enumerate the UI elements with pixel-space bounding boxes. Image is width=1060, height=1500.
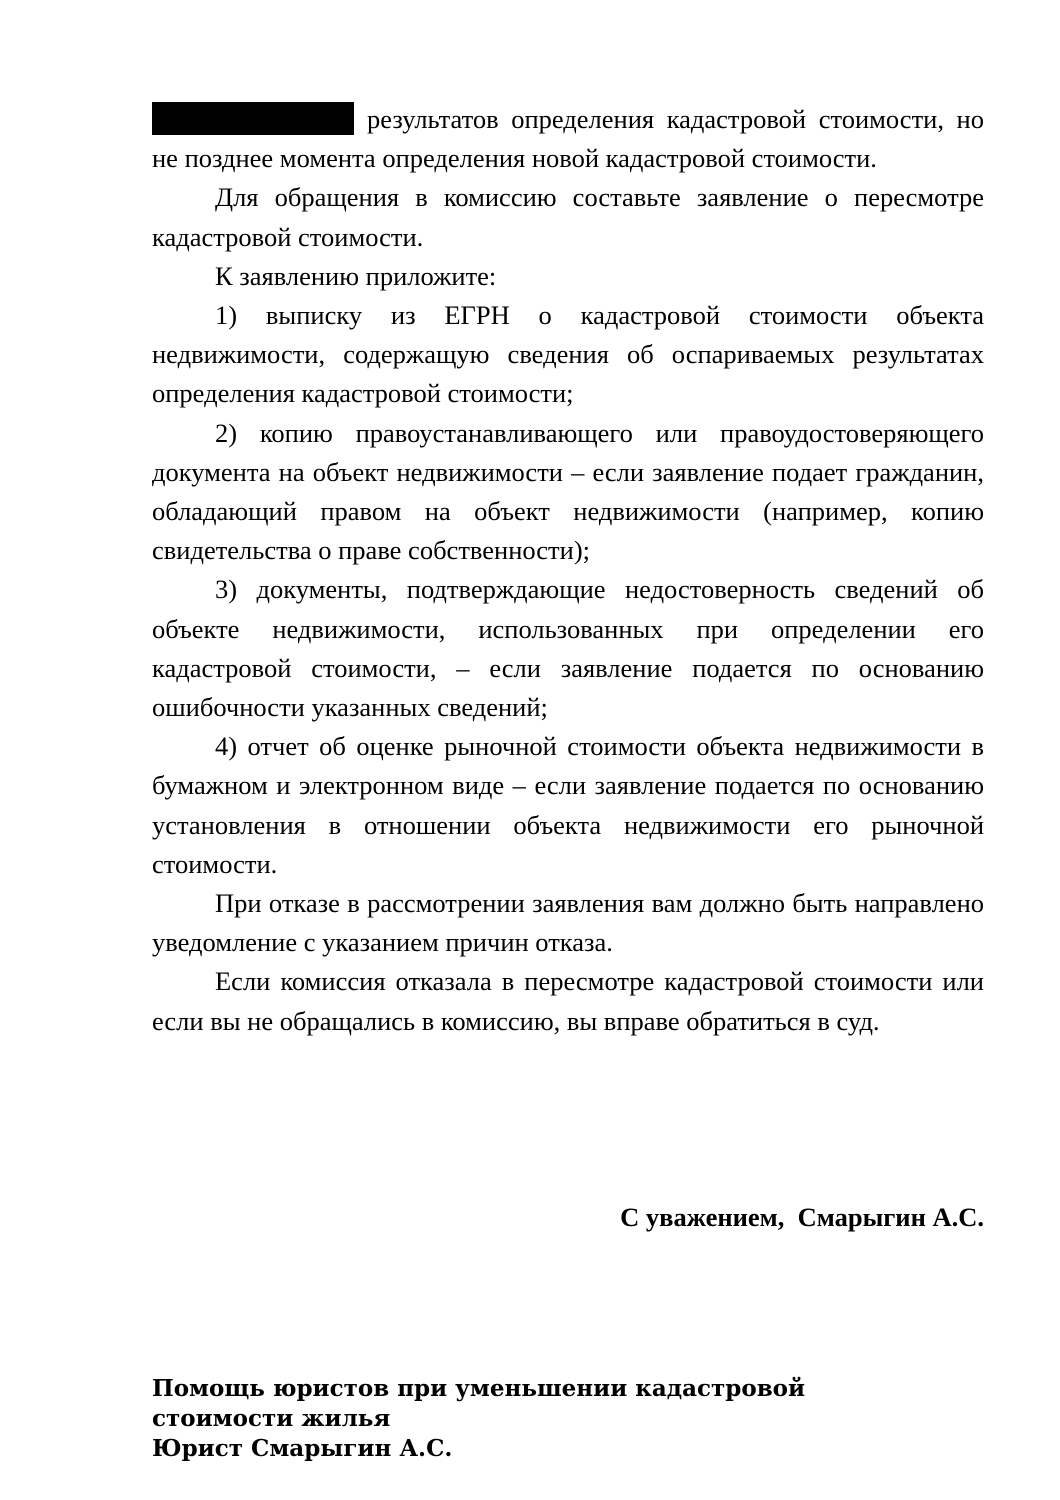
- footer-block: [152, 1374, 952, 1464]
- footer-line: стоимости жилья: [152, 1405, 391, 1432]
- continued-paragraph-text: результатов определения кадастровой стоимости, но не позднее момента определения новой кадастровой стоимости.: [152, 104, 984, 174]
- footer-author: Юрист Смарыгин А.С.: [152, 1435, 453, 1462]
- signature: С уважением, Смарыгин А.С.: [620, 1202, 984, 1232]
- redaction-block: [152, 102, 354, 135]
- continued-paragraph: [152, 100, 984, 178]
- paragraph-refusal-notice: При отказе в рассмотрении заявления вам должно быть направлено уведомление с указанием причин отказа.: [152, 888, 984, 958]
- list-item-title-document: 2) копию правоустанавливающего или правоудостоверяющего документа на объект недвижимости – если заявление подает гражданин, обладающий правом на объект недвижимости (например, копию свидетельства о праве собственности);: [152, 417, 984, 566]
- paragraph-commission-application: Для обращения в комиссию составьте заявление о пересмотре кадастровой стоимости.: [152, 182, 984, 252]
- list-item-inaccuracy-documents: 3) документы, подтверждающие недостоверность сведений об объекте недвижимости, использованных при определении его кадастровой стоимости, – если заявление подается по основанию ошибочности указанных сведений;: [152, 574, 984, 723]
- paragraph-attachments-intro: К заявлению приложите:: [215, 260, 497, 291]
- document-body: [152, 100, 984, 1041]
- paragraph-court-appeal: Если комиссия отказала в пересмотре кадастровой стоимости или если вы не обращались в комиссию, вы вправе обратиться в суд.: [152, 966, 984, 1036]
- list-item-valuation-report: 4) отчет об оценке рыночной стоимости объекта недвижимости в бумажном и электронном виде – если заявление подается по основанию установления в отношении объекта недвижимости его рыночной стоимости.: [152, 731, 984, 879]
- footer-line: Помощь юристов при уменьшении кадастровой: [152, 1375, 806, 1402]
- list-item-egrn-extract: 1) выписку из ЕГРН о кадастровой стоимости объекта недвижимости, содержащую сведения об оспариваемых результатах определения кадастровой стоимости;: [152, 300, 984, 409]
